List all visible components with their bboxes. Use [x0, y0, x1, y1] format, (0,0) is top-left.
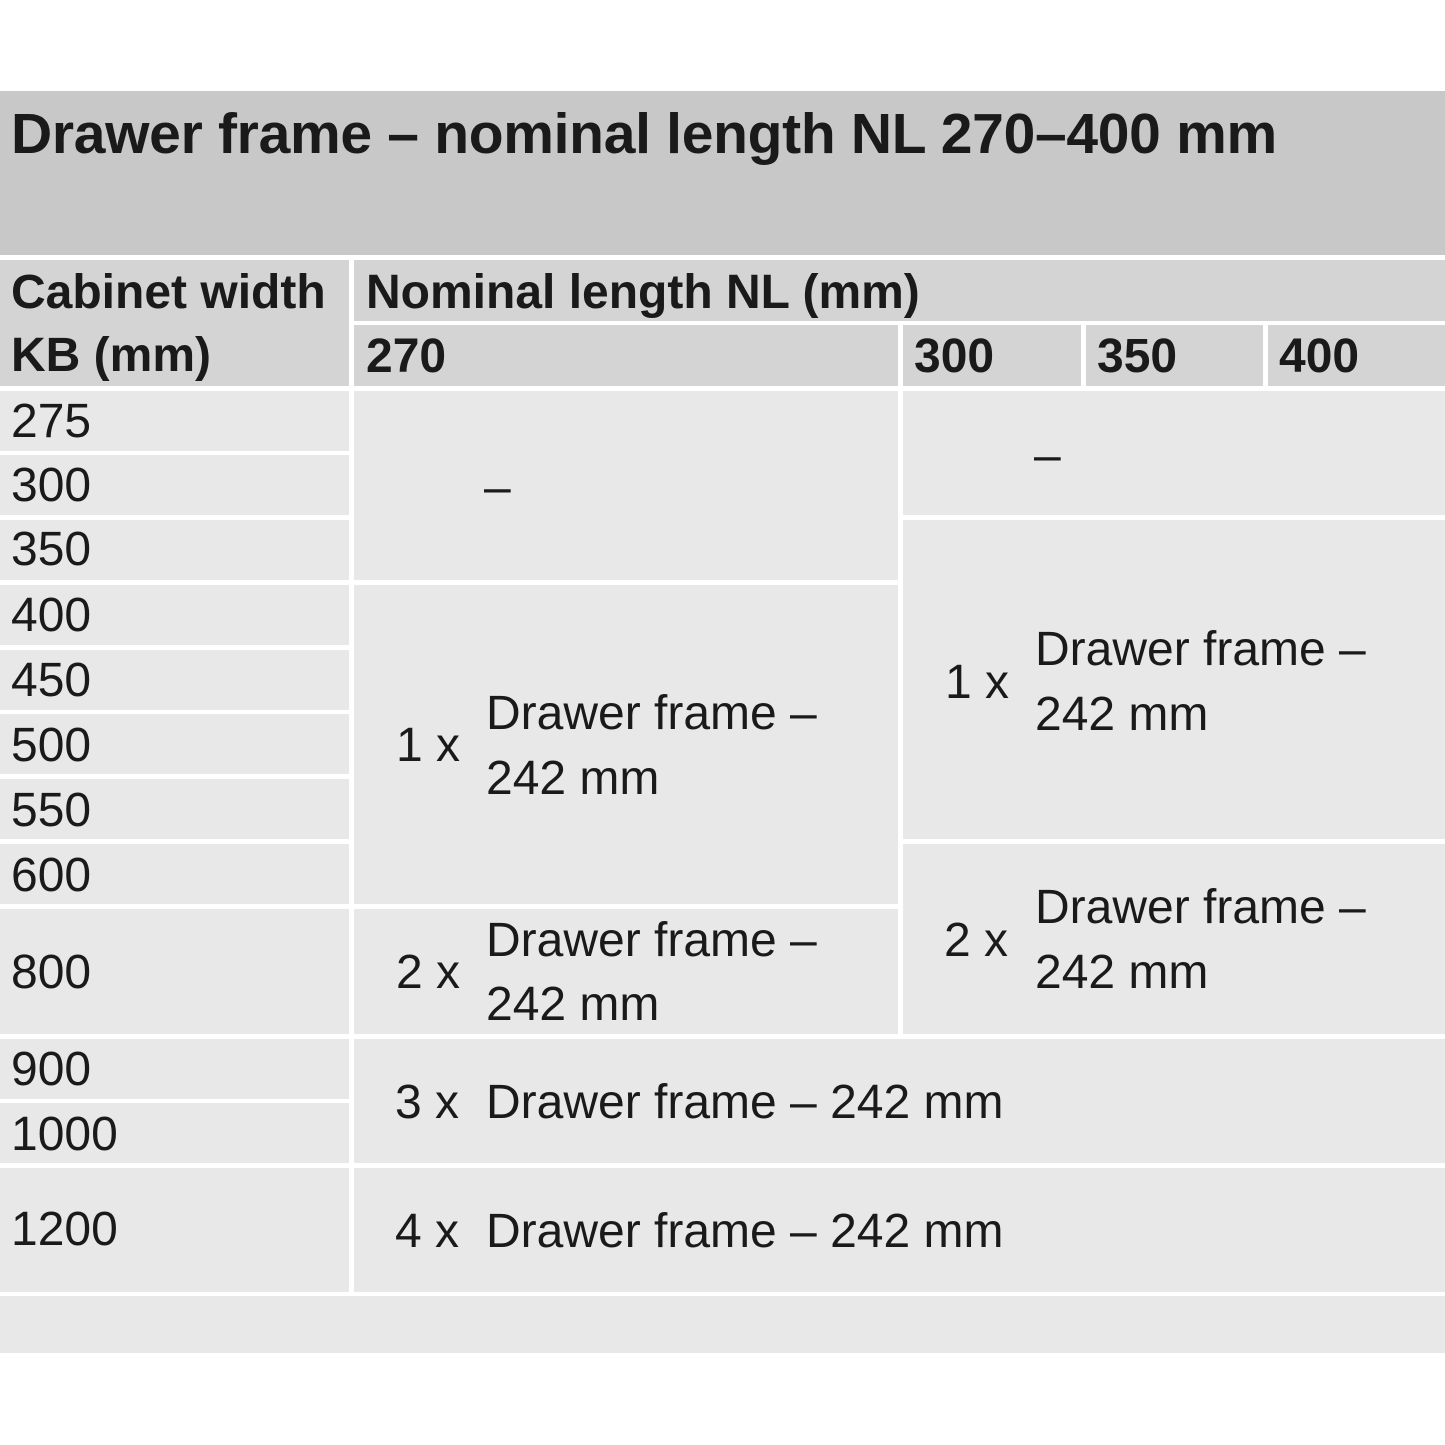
table-footer-band — [0, 1296, 1445, 1353]
width-row — [0, 1168, 349, 1292]
cell-nl270-none — [354, 391, 898, 580]
header-nl-300-label: 300 — [914, 330, 995, 383]
header-cabinet-width — [0, 260, 349, 386]
cell-nl270-two-frames — [354, 909, 898, 1034]
width-row — [0, 909, 349, 1034]
quantity-value: 2 x — [396, 946, 461, 999]
frame-label-line1: Drawer frame – — [486, 687, 817, 740]
width-row — [0, 714, 349, 774]
frame-label-line2: 242 mm — [486, 752, 660, 805]
width-row — [0, 1039, 349, 1099]
width-value: 300 — [11, 459, 92, 512]
width-row — [0, 779, 349, 839]
width-value: 350 — [11, 523, 92, 576]
width-row — [0, 650, 349, 710]
frame-label: Drawer frame – 242 mm — [486, 1205, 1004, 1258]
width-row — [0, 455, 349, 515]
header-nl-270-label: 270 — [366, 330, 447, 383]
quantity-value: 1 x — [396, 719, 461, 772]
frame-label-line2: 242 mm — [1035, 946, 1209, 999]
width-value: 500 — [11, 719, 92, 772]
frame-label-line1: Drawer frame – — [486, 914, 817, 967]
width-value: 275 — [11, 395, 92, 448]
width-row — [0, 844, 349, 904]
cell-all-four-frames — [354, 1168, 1445, 1292]
quantity-value: 3 x — [395, 1076, 460, 1129]
frame-label-line2: 242 mm — [486, 978, 660, 1031]
cell-all-three-frames — [354, 1039, 1445, 1163]
page-title: Drawer frame – nominal length NL 270–400 mm — [11, 102, 1277, 166]
width-value: 1000 — [11, 1108, 118, 1161]
width-row — [0, 1103, 349, 1163]
header-cabinet-width-line1: Cabinet width — [11, 266, 326, 319]
width-row — [0, 520, 349, 580]
dash-value: – — [1034, 429, 1061, 482]
quantity-value: 1 x — [945, 656, 1010, 709]
frame-label: Drawer frame – 242 mm — [486, 1076, 1004, 1129]
header-nominal-length-label: Nominal length NL (mm) — [366, 266, 920, 319]
cell-nl300-400-one-frame — [903, 520, 1445, 839]
width-value: 450 — [11, 654, 92, 707]
width-value: 550 — [11, 784, 92, 837]
width-row — [0, 585, 349, 645]
frame-label-line1: Drawer frame – — [1035, 623, 1366, 676]
quantity-value: 2 x — [944, 914, 1009, 967]
frame-label-line2: 242 mm — [1035, 688, 1209, 741]
header-nl-350-label: 350 — [1097, 330, 1178, 383]
dash-value: – — [484, 461, 511, 514]
width-value: 800 — [11, 946, 92, 999]
header-nominal-length — [354, 260, 1445, 321]
cell-nl300-400-two-frames — [903, 844, 1445, 1034]
width-value: 600 — [11, 849, 92, 902]
header-nl-400 — [1268, 325, 1445, 386]
width-value: 1200 — [11, 1203, 118, 1256]
width-value: 400 — [11, 589, 92, 642]
width-row — [0, 391, 349, 451]
header-cabinet-width-line2: KB (mm) — [11, 329, 211, 382]
quantity-value: 4 x — [395, 1205, 460, 1258]
header-nl-270 — [354, 325, 898, 386]
cell-nl300-400-none — [903, 391, 1445, 515]
cell-nl270-one-frame — [354, 585, 898, 904]
header-nl-300 — [903, 325, 1081, 386]
frame-label-line1: Drawer frame – — [1035, 881, 1366, 934]
header-nl-350 — [1086, 325, 1263, 386]
width-value: 900 — [11, 1043, 92, 1096]
header-nl-400-label: 400 — [1279, 330, 1360, 383]
